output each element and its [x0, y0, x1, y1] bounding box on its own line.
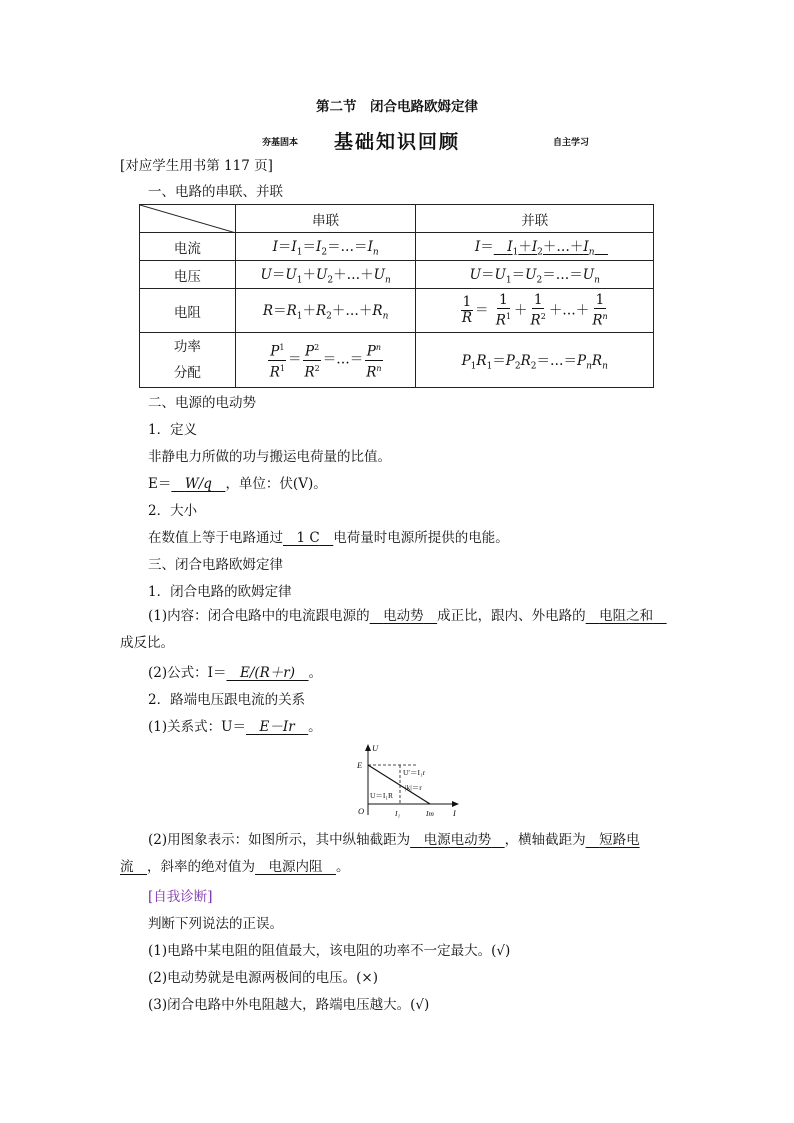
diagonal-line — [140, 205, 236, 233]
heading-emf: 二、电源的电动势 — [148, 395, 256, 411]
self-diagnosis-heading: [自我诊断] — [148, 889, 213, 905]
series-voltage-formula: $U=U_1+U_2+\dots+U_n$ — [235, 261, 416, 289]
section-title: 第二节 闭合电路欧姆定律 — [316, 99, 478, 115]
graph-blank-short-circuit: 短路电流 — [120, 832, 640, 875]
row-label-resistance: 电阻 — [140, 289, 236, 333]
diagnosis-item: (3)闭合电路中外电阻越大，路端电压越大。(√) — [148, 997, 430, 1013]
u-label: U＝I₁R — [370, 791, 394, 800]
row-label-power — [140, 333, 236, 388]
parallel-resistance-formula: $\frac{1}{R}$ ＝ $\frac{1}{R^1}$ ＋ $\frac{1}{R^2}$ ＋…＋ $\frac{1}{R^n}$ — [416, 289, 654, 333]
relation-blank: E－Ir — [259, 719, 295, 735]
u-axis-arrow-icon — [365, 744, 371, 751]
diagnosis-item: (2)电动势就是电源两极间的电压。(×) — [148, 970, 378, 986]
emf-size-blank: 1 C — [296, 530, 320, 546]
banner-left: 夯基固本 — [262, 138, 299, 148]
ohm-law-title: 1．闭合电路的欧姆定律 — [148, 584, 292, 600]
self-diagnosis-intro: 判断下列说法的正误。 — [148, 916, 283, 932]
im-label: Im — [426, 809, 434, 818]
content-blank-emf: 电动势 — [383, 608, 424, 624]
emf-formula-line — [148, 472, 327, 492]
slope-label: |k|＝r — [405, 783, 422, 792]
emf-definition-title: 1．定义 — [148, 422, 198, 438]
parallel-voltage-formula: $U=U_1=U_2=\dots=U_n$ — [416, 261, 654, 289]
book-reference: [对应学生用书第 117 页] — [120, 158, 273, 174]
ohm-formula-blank: E/(R＋r) — [239, 665, 296, 681]
emf-size-title: 2．大小 — [148, 503, 198, 519]
emf-definition-text: 非静电力所做的功与搬运电荷量的比值。 — [148, 449, 391, 465]
parallel-power-formula: $P_1R_1=P_2R_2=\dots=P_nR_n$ — [416, 333, 654, 388]
u-prime-label: U′＝I₁r — [403, 768, 426, 777]
heading-ohm-law: 三、闭合电路欧姆定律 — [148, 557, 283, 573]
i1-label: I₁ — [395, 809, 401, 818]
emf-formula-post: ，单位：伏(V)。 — [225, 476, 327, 492]
emf-formula-pre: E＝ — [148, 476, 172, 492]
header-parallel: 并联 — [416, 205, 654, 233]
row-label-power-1: 功率 — [173, 339, 201, 355]
origin-label: O — [358, 806, 365, 816]
header-series: 串联 — [235, 205, 416, 233]
i-axis-arrow-icon — [452, 801, 459, 807]
series-parallel-table — [139, 204, 654, 388]
banner-title: 基础知识回顾 — [333, 131, 460, 153]
banner — [0, 124, 794, 154]
u-axis-label: U — [372, 743, 379, 753]
graph-description: (2)用图象表示：如图所示，其中纵轴截距为 电源电动势 ，横轴截距为 短路电流 ，斜率的绝对值为 电源内阻 。 — [120, 832, 640, 875]
ohm-law-content: (1)内容：闭合电路中的电流跟电源的 电动势 成正比，跟内、外电路的 电阻之和 成反比。 — [120, 603, 676, 657]
graph-blank-emf: 电源电动势 — [423, 832, 492, 848]
u-i-graph — [352, 743, 462, 818]
terminal-voltage-relation: (1)关系式：U＝ E－Ir 。 — [148, 719, 322, 735]
row-label-current: 电流 — [140, 233, 236, 261]
e-label: E — [357, 760, 363, 770]
terminal-voltage-title: 2．路端电压跟电流的关系 — [148, 692, 306, 708]
i-axis-label: I — [453, 808, 456, 818]
parallel-current-formula: I＝ $I_1+I_2+\dots+I_n$ — [416, 233, 654, 261]
row-label-power-2: 分配 — [173, 365, 201, 381]
series-current-formula: $I=I_1=I_2=\dots=I_n$ — [235, 233, 416, 261]
series-resistance-formula: $R=R_1+R_2+\dots+R_n$ — [235, 289, 416, 333]
table-corner-cell — [140, 205, 236, 233]
series-power-formula: $\frac{P^1}{R^1}$ ＝ $\frac{P^2}{R^2}$ ＝…＝ $\frac{P^n}{R^n}$ — [235, 333, 416, 388]
row-label-voltage: 电压 — [140, 261, 236, 289]
diagnosis-item: (1)电路中某电阻的阻值最大，该电阻的功率不一定最大。(√) — [148, 943, 511, 959]
emf-size-line: 在数值上等于电路通过 1 C 电荷量时电源所提供的电能。 — [148, 530, 509, 546]
content-blank-resistance: 电阻之和 — [599, 608, 654, 624]
banner-right: 自主学习 — [553, 138, 590, 148]
graph-blank-internal-resistance: 电源内阻 — [268, 859, 323, 875]
ohm-law-formula: (2)公式：I＝ E/(R＋r) 。 — [148, 665, 323, 681]
emf-formula-blank: W/q — [184, 476, 212, 492]
heading-series-parallel: 一、电路的串联、并联 — [148, 184, 283, 200]
